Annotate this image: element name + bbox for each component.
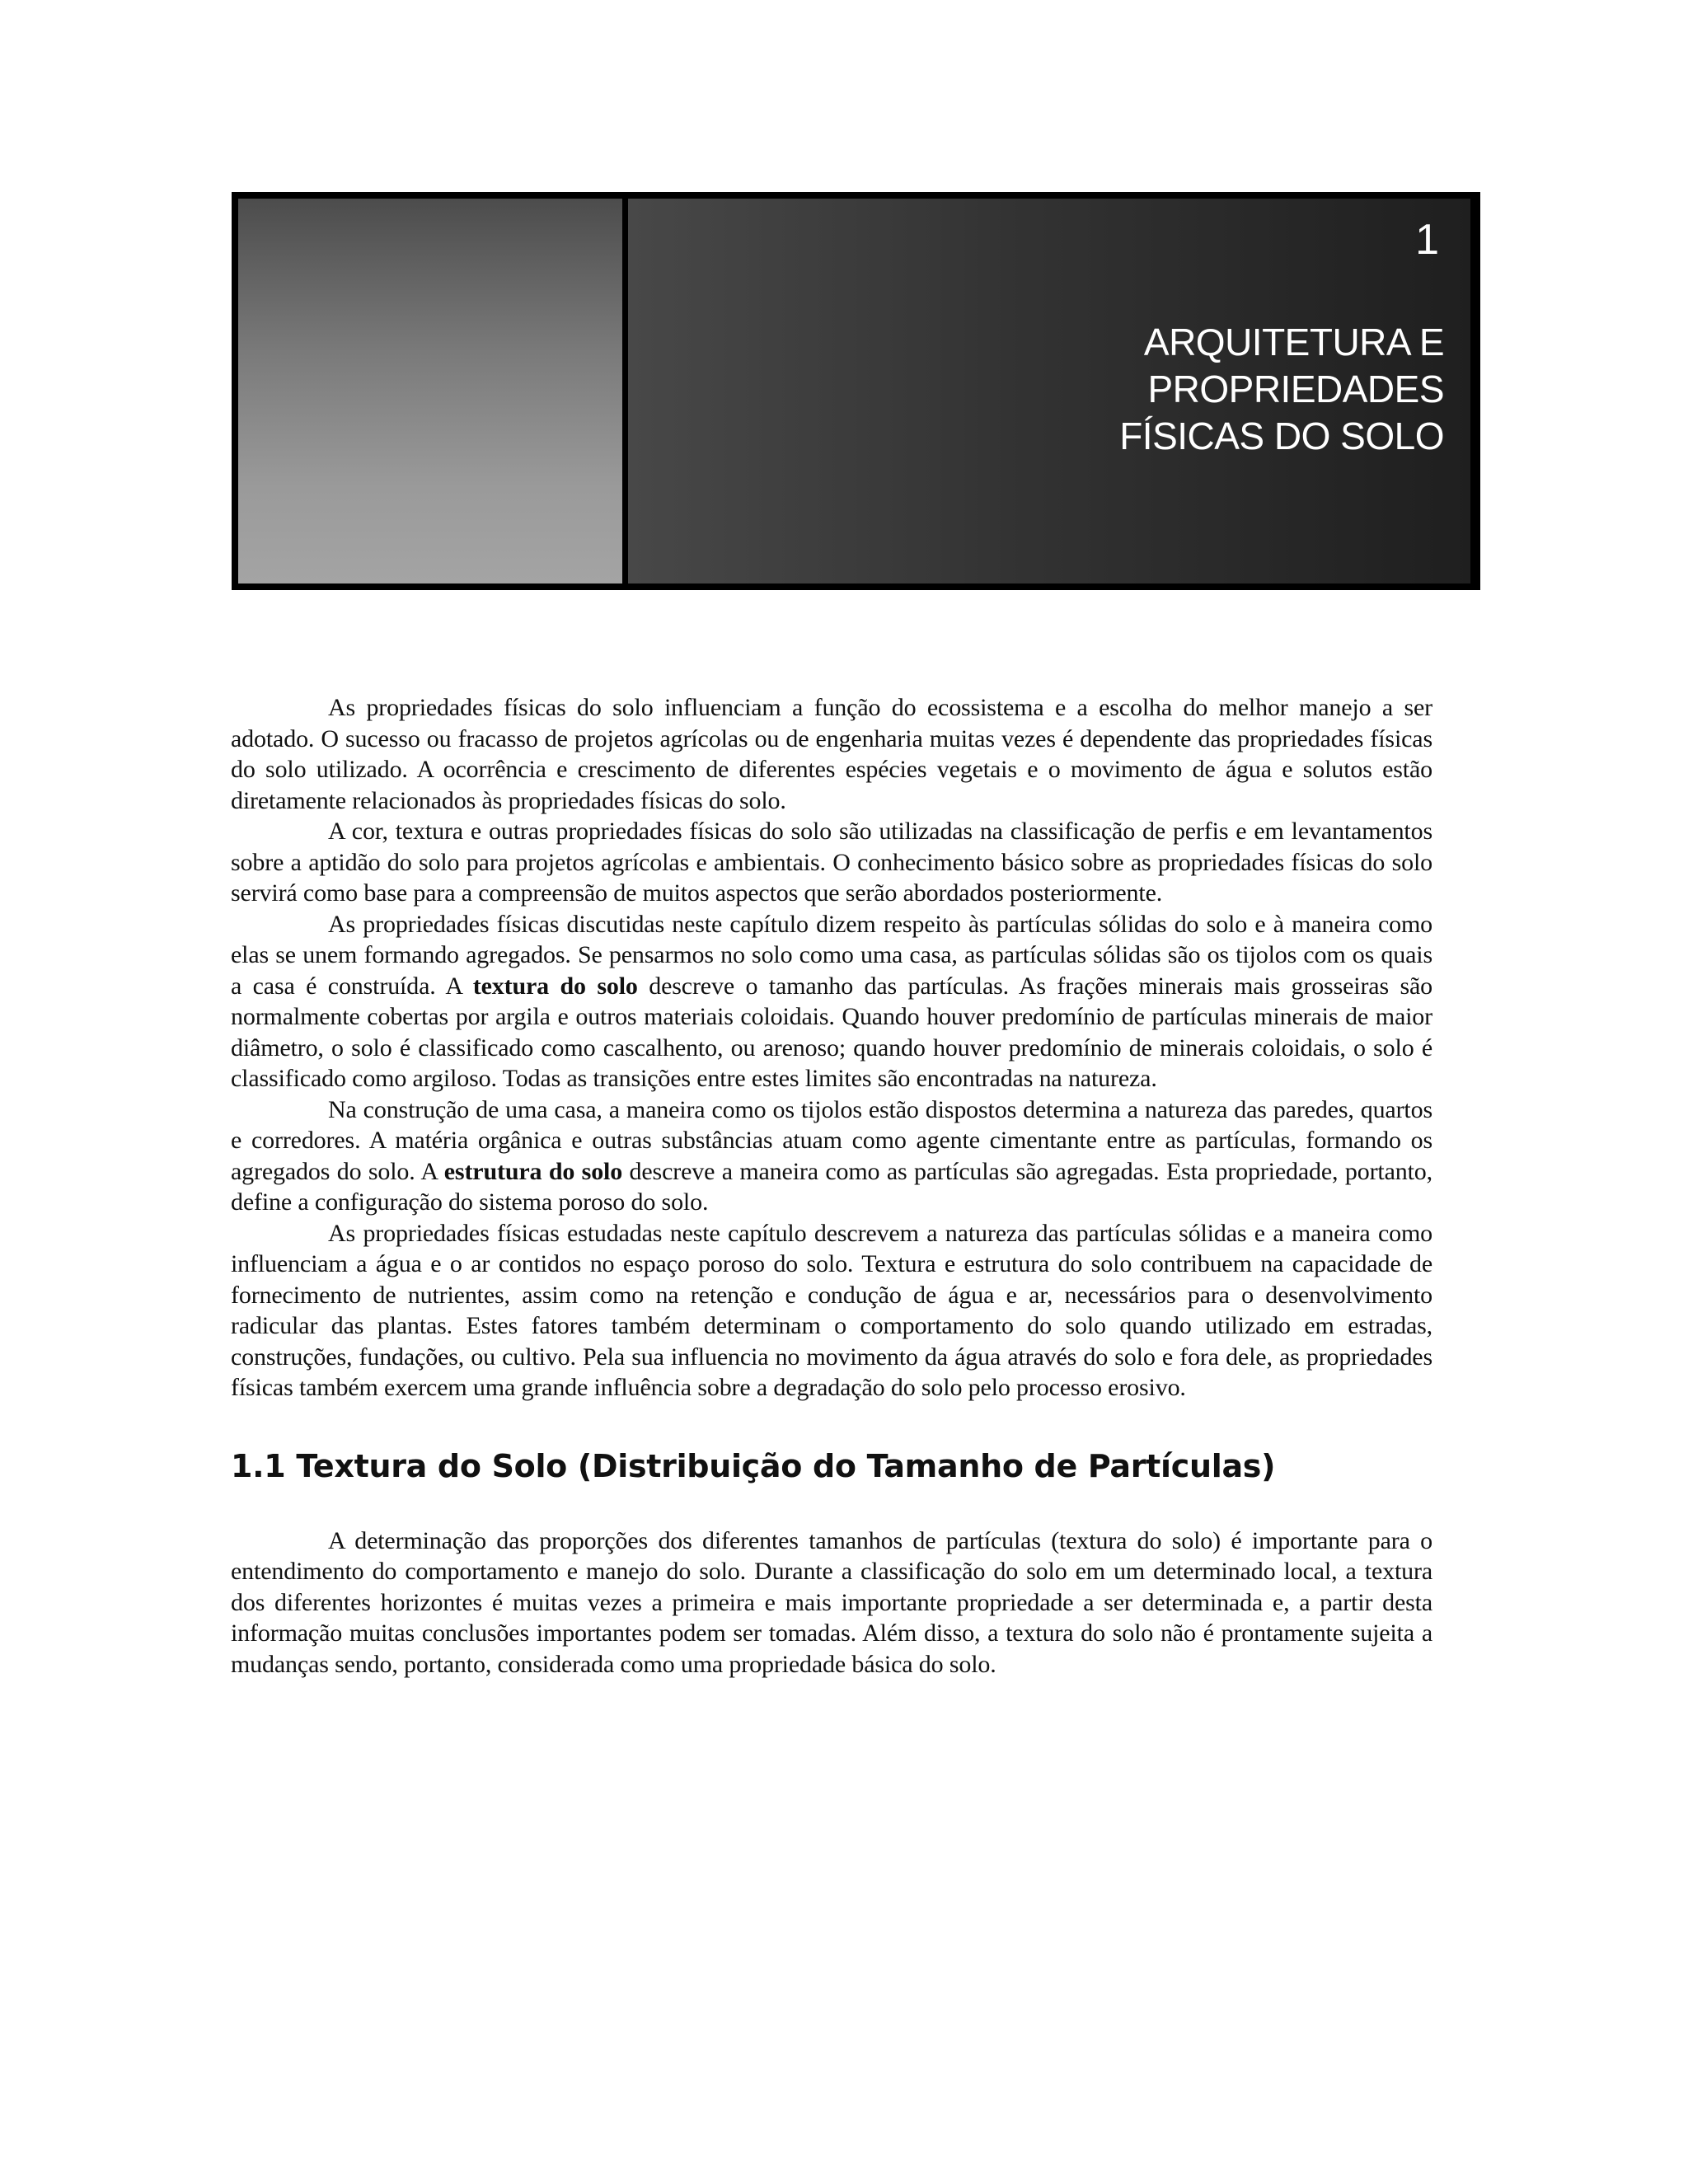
document-body	[231, 692, 1432, 1680]
chapter-title-line: FÍSICAS DO SOLO	[1119, 415, 1444, 457]
body-paragraph	[231, 1526, 1432, 1680]
chapter-title-line: PROPRIEDADES	[1147, 368, 1444, 410]
paragraph-text: descreve o tamanho das partículas. As frações minerais mais grosseiras são normalmente cobertas por argila e outros materiais coloidais. Quando houver predomínio de partículas minerais de maior diâmetro, o solo é classificado como cascalhento, ou arenoso; quando houver predomínio de minerais coloidais, o solo é classificado como argiloso. Todas as transições entre estes limites são encontradas na natureza.	[231, 972, 1432, 1092]
chapter-number: 1	[1415, 216, 1439, 264]
paragraph-text: A cor, textura e outras propriedades físicas do solo são utilizadas na classificação de perfis e em levantamentos sobre a aptidão do solo para projetos agrícolas e ambientais. O conhecimento básico sobre as propriedades físicas do solo servirá como base para a compreensão de muitos aspectos que serão abordados posteriormente.	[231, 818, 1432, 907]
banner-gradient-panel	[238, 199, 622, 583]
paragraph-text: As propriedades físicas do solo influenciam a função do ecossistema e a escolha do melhor manejo a ser adotado. O sucesso ou fracasso de projetos agrícolas ou de engenharia muitas vezes é dependente das propriedades físicas do solo utilizado. A ocorrência e crescimento de diferentes espécies vegetais e o movimento de água e solutos estão diretamente relacionados às propriedades físicas do solo.	[231, 694, 1432, 814]
chapter-title	[867, 319, 1444, 460]
body-paragraph	[231, 692, 1432, 816]
intro-paragraphs	[231, 692, 1432, 1404]
body-paragraph	[231, 1218, 1432, 1404]
paragraph-text: descreve a maneira como as partículas são agregadas. Esta propriedade, portanto, define a configuração do sistema poroso do solo.	[231, 1157, 1432, 1216]
section-heading: 1.1 Textura do Solo (Distribuição do Tamanho de Partículas)	[231, 1447, 1276, 1484]
paragraph-text: Na construção de uma casa, a maneira como os tijolos estão dispostos determina a natureza das paredes, quartos e corredores. A matéria orgânica e outras substâncias atuam como agente cimentante entre as partículas, formando os agregados do solo. A	[231, 1095, 1432, 1185]
body-paragraph	[231, 1094, 1432, 1218]
paragraph-text: A determinação das proporções dos diferentes tamanhos de partículas (textura do solo) é importante para o entendimento do comportamento e manejo do solo. Durante a classificação do solo em um determinado local, a textura dos diferentes horizontes é muitas vezes a primeira e mais importante propriedade a ser determinada e, a partir desta informação muitas conclusões importantes podem ser tomadas. Além disso, a textura do solo não é prontamente sujeita a mudanças sendo, portanto, considerada como uma propriedade básica do solo.	[231, 1526, 1432, 1678]
banner-title-panel	[628, 199, 1470, 583]
body-paragraph	[231, 816, 1432, 909]
chapter-title-line: ARQUITETURA E	[1143, 321, 1444, 363]
paragraph-text: As propriedades físicas estudadas neste capítulo descrevem a natureza das partículas sólidas e a maneira como influenciam a água e o ar contidos no espaço poroso do solo. Textura e estrutura do solo contribuem na capacidade de fornecimento de nutrientes, assim como na retenção e condução de água e ar, necessários para o desenvolvimento radicular das plantas. Estes fatores também determinam o comportamento do solo quando utilizado em estradas, construções, fundações, ou cultivo. Pela sua influencia no movimento da água através do solo e fora dele, as propriedades físicas também exercem uma grande influência sobre a degradação do solo pelo processo erosivo.	[231, 1219, 1432, 1401]
paragraph-text: As propriedades físicas discutidas neste capítulo dizem respeito às partículas sólidas do solo e à maneira como elas se unem formando agregados. Se pensarmos no solo como uma casa, as partículas sólidas são os tijolos com os quais a casa é construída. A	[231, 910, 1432, 1000]
section-paragraphs	[231, 1526, 1432, 1680]
chapter-banner	[232, 192, 1480, 590]
bold-term: estrutura do solo	[443, 1157, 623, 1185]
bold-term: textura do solo	[472, 972, 638, 1000]
body-paragraph	[231, 909, 1432, 1094]
